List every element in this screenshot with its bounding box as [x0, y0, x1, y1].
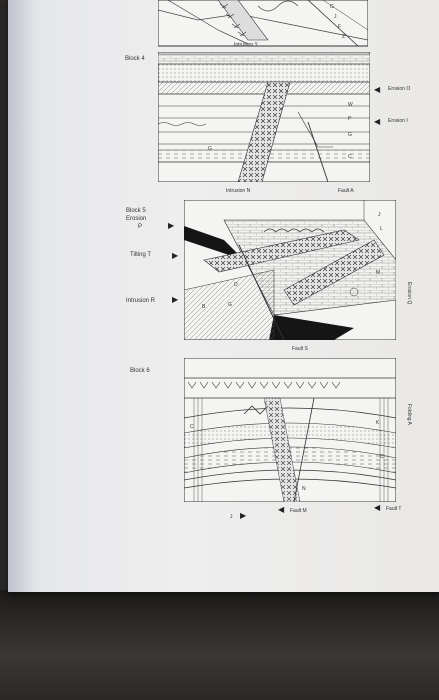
- top-label-intrusion-y: Intrusion Y: [234, 42, 258, 48]
- block5-arrow-erosion: ▶: [168, 221, 175, 230]
- block6-label-c2: C: [380, 454, 384, 460]
- block6-label-folding-a: Folding A: [406, 404, 412, 425]
- block6-label-k: K: [376, 420, 380, 426]
- block5-erosion: Erosion: [126, 216, 147, 222]
- block4-label-w: W: [348, 102, 353, 108]
- block4-label-erosion-o: Erosion O: [388, 86, 411, 92]
- block4-label-intrusion-n: Intrusion N: [226, 188, 251, 194]
- block4-arrow-erosion-i: ◀: [374, 117, 381, 126]
- top-label-f: F: [338, 24, 342, 30]
- block5-erosion-letter: P: [138, 224, 143, 230]
- block5-intrusion: Intrusion R: [126, 298, 156, 304]
- block5-arrow-intrusion: ▶: [172, 295, 179, 304]
- block5-diagram: [184, 200, 396, 340]
- top-label-z: Z: [342, 34, 346, 40]
- block5-label-d: D: [234, 282, 238, 288]
- desk-background: [0, 590, 439, 700]
- block6-diagram: [184, 358, 396, 502]
- block6-label-fault-t: Fault T: [386, 506, 402, 512]
- block5-label-fault-s: Fault S: [292, 346, 308, 352]
- block5-label-g: G: [228, 302, 232, 308]
- block4-title: Block 4: [125, 56, 145, 62]
- block5-label-erosion-q: Erosion Q: [406, 282, 412, 305]
- top-block-diagram: [158, 0, 368, 48]
- block5-label-b: B: [202, 304, 206, 310]
- block5-arrow-tilting: ▶: [172, 251, 179, 260]
- block4-label-erosion-i: Erosion I: [388, 118, 408, 124]
- block4-label-p: P: [348, 116, 352, 122]
- block4-diagram: [158, 52, 370, 182]
- block6-title: Block 6: [130, 368, 150, 374]
- block5-label-m: M: [376, 270, 381, 276]
- block5-label-l: L: [380, 226, 383, 232]
- block6-label-n: N: [302, 486, 306, 492]
- block4-label-g1: G: [208, 146, 212, 152]
- block5-label-j: J: [378, 212, 381, 218]
- page-spine-shadow: [8, 0, 36, 592]
- block6-label-c1: C: [190, 424, 194, 430]
- block6-label-fault-m: Fault M: [290, 508, 307, 514]
- block4-label-c: C: [348, 154, 352, 160]
- block4-arrow-erosion-o: ◀: [374, 85, 381, 94]
- block6-arrow-j: ▶: [240, 511, 247, 520]
- top-label-j: J: [334, 14, 337, 20]
- block5-title: Block 5: [126, 208, 146, 214]
- textbook-page: [8, 0, 439, 592]
- block6-label-j: J: [230, 514, 233, 520]
- top-label-g: G: [330, 4, 334, 10]
- block5-tilting: Tilting T: [130, 252, 152, 258]
- block4-label-g2: G: [348, 132, 352, 138]
- block6-arrow-fault-t: ◀: [374, 503, 381, 512]
- block6-arrow-fault-m: ◀: [278, 505, 285, 514]
- block4-label-fault-a: Fault A: [338, 188, 354, 194]
